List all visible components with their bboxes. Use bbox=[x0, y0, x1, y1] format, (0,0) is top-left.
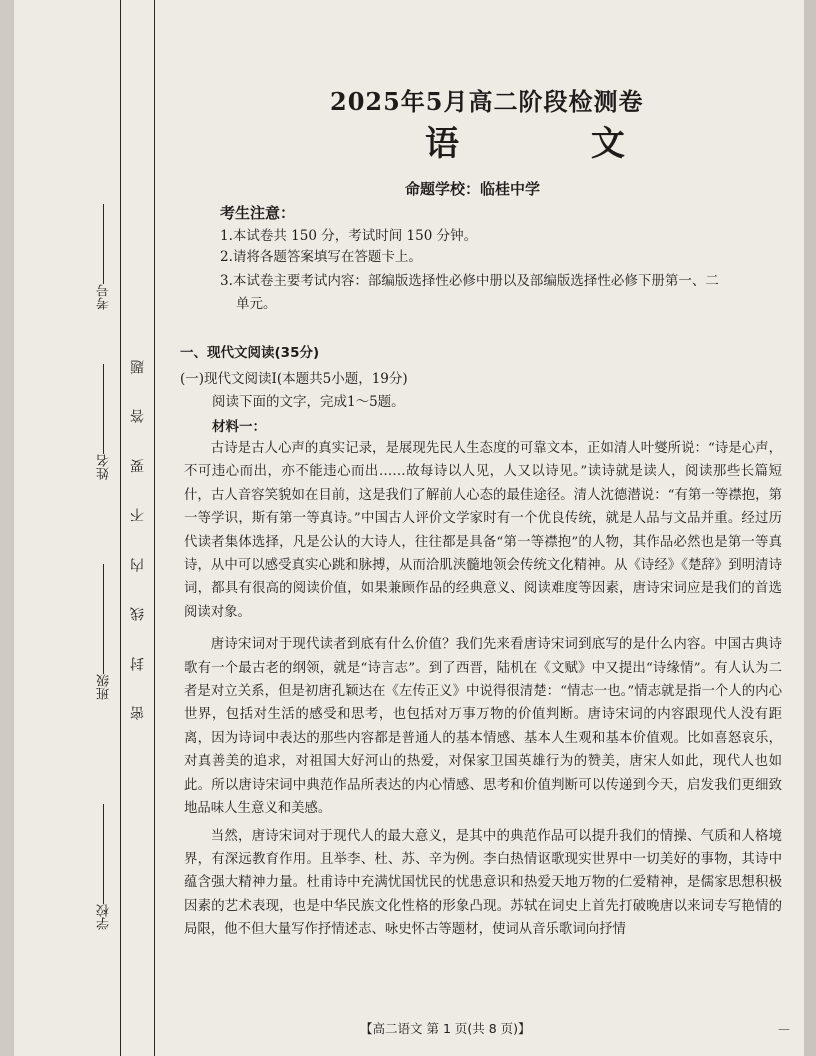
notice-item: 3.本试卷主要考试内容：部编版选择性必修中册以及部编版选择性必修下册第一、二 bbox=[220, 273, 719, 289]
class-field bbox=[92, 560, 116, 700]
article-body bbox=[184, 437, 782, 942]
seal-char: 答 bbox=[130, 409, 146, 424]
desk-background bbox=[0, 0, 14, 1056]
name-label: 姓名 bbox=[96, 454, 112, 480]
seal-char: 线 bbox=[130, 607, 146, 622]
seal-char: 不 bbox=[130, 508, 146, 523]
class-blank[interactable] bbox=[103, 564, 105, 674]
seal-char: 封 bbox=[130, 656, 146, 671]
seal-char: 要 bbox=[130, 458, 146, 473]
subject-title: 语 文 bbox=[425, 124, 685, 164]
paragraph: 唐诗宋词对于现代读者到底有什么价值？我们先来看唐诗宋词到底写的是什么内容。中国古典诗歌有一个最古老的纲领，就是“诗言志”。到了西晋，陆机在《文赋》中又提出“诗缘情”。有人认为二者是对立关系，但是初唐孔颖达在《左传正义》中说得很清楚：“情志一也。”情志就是指一个人的内心世界，包括对生活的感受和思考，也包括对万事万物的价值判断。唐诗宋词的内容跟现代人没有距离，因为诗词中表达的那些内容都是普通人的基本情感、基本人生观和基本价值观。比如喜怒哀乐，对真善美的追求，对祖国大好河山的热爱，对保家卫国英雄行为的赞美，唐宋人如此，现代人也如此。所以唐诗宋词中典范作品所表达的内心情感、思考和价值判断可以传递到今天，启发我们更细致地品味人生意义和美感。 bbox=[184, 637, 782, 817]
setter-school: 命题学校：临桂中学 bbox=[405, 180, 541, 198]
class-label: 班级 bbox=[96, 674, 112, 700]
seal-char: 密 bbox=[130, 705, 146, 720]
paragraph: 当然，唐诗宋词对于现代人的最大意义，是其中的典范作品可以提升我们的情操、气质和人格境界，有深远教育作用。且举李、杜、苏、辛为例。李白热情讴歌现实世界中一切美好的事物，其诗中蕴含强大精神力量。杜甫诗中充满忧国忧民的忧患意识和热爱天地万物的仁爱精神，是儒家思想积极因素的艺术表现，也是中华民族文化性格的形象凸现。苏轼在词史上首先打破晚唐以来词专写艳情的局限，他不但大量写作抒情述志、咏史怀古等题材，使词从音乐歌词向抒情 bbox=[184, 828, 782, 938]
seal-line-text bbox=[127, 360, 149, 720]
paragraph: 古诗是古人心声的真实记录，是展现先民人生态度的可靠文本，正如清人叶燮所说：“诗是心声，不可违心而出，亦不能违心而出……故每诗以人见，人又以诗见。”读诗就是读人，阅读那些长篇短什，古人音容笑貌如在目前，这是我们了解前人心态的最佳途径。清人沈德潜说：“有第一等襟抱，第一等学识，斯有第一等真诗。”中国古人评价文学家时有一个优良传统，就是人品与文品并重。经过历代读者集体选择，凡是公认的大诗人，往往都是具备“第一等襟抱”的人物，其作品必然也是第一等真诗，从中可以感受真实心跳和脉搏，从而洽肌浃髓地领会传统文化精神。从《诗经》《楚辞》到明清诗词，都具有很高的阅读价值，如果兼顾作品的经典意义、阅读难度等因素，唐诗宋词应是我们的首选阅读对象。 bbox=[184, 441, 782, 620]
material-label: 材料一： bbox=[212, 419, 266, 435]
binding-line-inner bbox=[154, 0, 155, 1056]
seal-char: 内 bbox=[130, 557, 146, 572]
notice-item: 2.请将各题答案填写在答题卡上。 bbox=[220, 249, 422, 265]
name-field bbox=[92, 360, 116, 480]
exam-number-field bbox=[92, 200, 116, 310]
school-label: 学校 bbox=[96, 904, 112, 930]
exam-number-label: 考号 bbox=[96, 284, 112, 310]
page-footer: 【高二语文 第 1 页(共 8 页)】 bbox=[360, 1021, 531, 1036]
school-blank[interactable] bbox=[103, 804, 105, 904]
exam-number-blank[interactable] bbox=[103, 204, 105, 284]
corner-mark: — bbox=[778, 1022, 790, 1036]
school-field bbox=[92, 800, 116, 930]
exam-title: 2025年5月高二阶段检测卷 bbox=[330, 87, 644, 116]
notice-title: 考生注意： bbox=[220, 204, 296, 222]
section-heading: 一、现代文阅读(35分) bbox=[180, 345, 320, 361]
seal-char: 题 bbox=[130, 360, 146, 374]
notice-item: 单元。 bbox=[236, 296, 277, 312]
name-blank[interactable] bbox=[103, 364, 105, 454]
page-edge bbox=[804, 0, 816, 1056]
notice-item: 1.本试卷共 150 分，考试时间 150 分钟。 bbox=[220, 228, 478, 244]
reading-instruction: 阅读下面的文字，完成1～5题。 bbox=[212, 394, 405, 410]
section-subheading: (一)现代文阅读Ⅰ(本题共5小题，19分) bbox=[180, 371, 408, 387]
binding-line-outer bbox=[120, 0, 121, 1056]
